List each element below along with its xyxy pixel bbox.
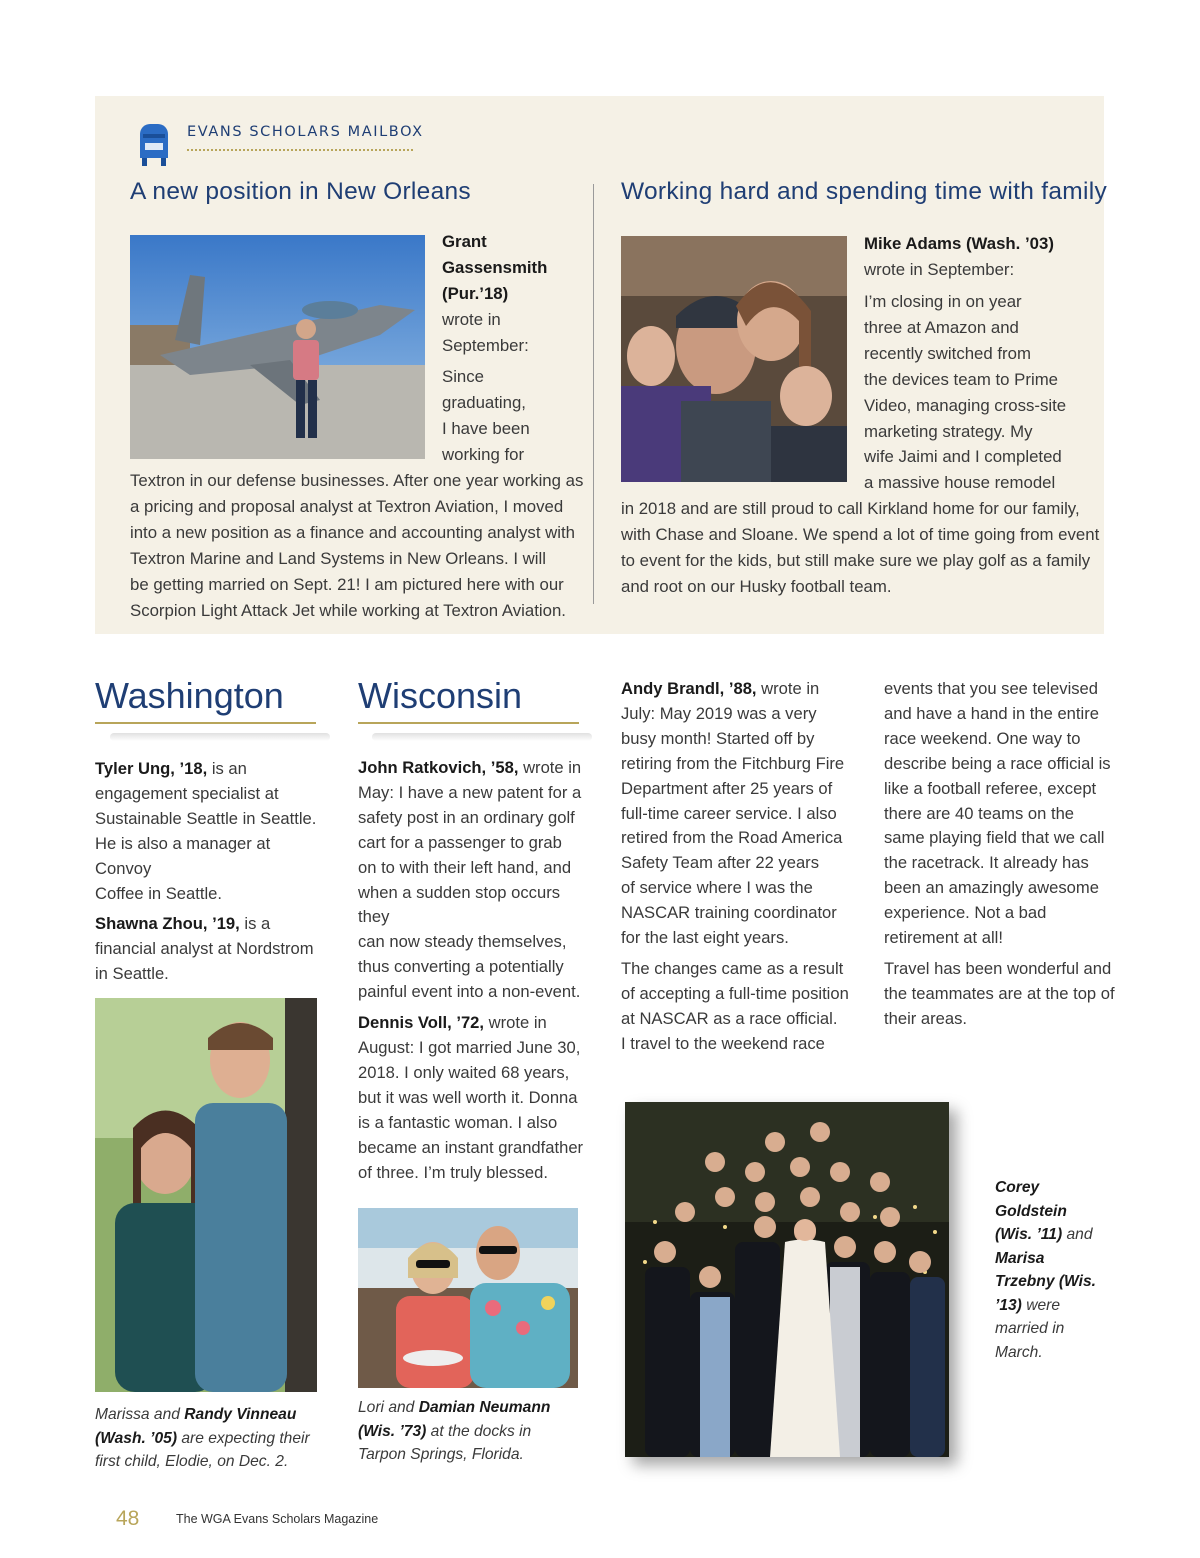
right-story-headline: Working hard and spending time with family: [621, 178, 1108, 205]
washington-entries: [95, 757, 330, 987]
brandl-line: of service where I was the: [621, 878, 813, 898]
brandl-line: Safety Team after 22 years: [621, 853, 819, 873]
mike-body-line: a massive house remodel: [864, 473, 1056, 493]
entry-name: Dennis Voll, ’72,: [358, 1013, 485, 1033]
entry-line: is a: [239, 914, 271, 934]
caption-pre: Marissa and: [95, 1406, 185, 1423]
entry-line: August: I got married June 30,: [358, 1037, 581, 1057]
entry-line: but it was well worth it. Donna: [358, 1087, 578, 1107]
entry-line: financial analyst at Nordstrom: [95, 939, 314, 959]
grant-body-line: graduating,: [442, 392, 526, 412]
brandl-line: full-time career service. I also: [621, 803, 837, 823]
mike-body-line: I’m closing in on year: [864, 292, 1022, 311]
jet-photo: [130, 235, 425, 459]
wedding-caption: [995, 1176, 1105, 1364]
column-divider: [593, 184, 594, 604]
brandl-line: busy month! Started off by: [621, 728, 815, 748]
wisconsin-entry: [358, 756, 593, 1005]
brandl-name: Andy Brandl, ’88,: [621, 679, 757, 698]
grant-name-line-2: Gassensmith: [442, 257, 548, 277]
grant-body-line: working for: [442, 444, 525, 464]
entry-line: in Seattle.: [95, 964, 169, 984]
entry-line: cart for a passenger to grab: [358, 832, 562, 852]
mike-body-line: and root on our Husky football team.: [621, 576, 892, 596]
couple-photo-washington: [95, 998, 317, 1392]
mailbox-title: EVANS SCHOLARS MAILBOX: [187, 124, 424, 140]
couple-photo-wisconsin: [358, 1208, 578, 1388]
mike-body-narrow: [864, 289, 1099, 496]
mike-body-line: wife Jaimi and I completed: [864, 447, 1062, 467]
entry-line: thus converting a potentially: [358, 957, 564, 977]
grant-wrote-line-1: wrote in: [442, 309, 501, 329]
grant-body-line: Textron Marine and Land Systems in New Orleans. I will: [130, 548, 546, 568]
washington-entry: [95, 757, 330, 906]
entry-line: 2018. I only waited 68 years,: [358, 1062, 570, 1082]
grant-body-line: a pricing and proposal analyst at Textron Aviation, I moved: [130, 496, 564, 516]
mike-body-line: with Chase and Sloane. We spend a lot of time going from event: [621, 524, 1100, 544]
grant-name-line-3: (Pur.’18): [442, 283, 509, 303]
mailbox-dotted-rule: [187, 149, 413, 151]
entry-line: is an: [207, 759, 247, 778]
entry-line: is a fantastic woman. I also: [358, 1112, 558, 1132]
brandl-line: for the last eight years.: [621, 928, 789, 948]
entry-line: May: I have a new patent for a: [358, 782, 582, 802]
brandl-line: Department after 25 years of: [621, 778, 833, 798]
brandl-line: retiring from the Fitchburg Fire: [621, 753, 845, 773]
grant-body-line: be getting married on Sept. 21! I am pictured here with our: [130, 574, 564, 594]
wisconsin-entry: [358, 1011, 593, 1185]
brandl-line: retirement at all!: [884, 928, 1003, 948]
entry-line: became an instant grandfather: [358, 1137, 584, 1157]
entry-line: He is also a manager at Convoy: [95, 833, 271, 878]
brandl-column-1: [621, 677, 861, 1057]
grant-body-line: Scorpion Light Attack Jet while working at Textron Aviation.: [130, 600, 566, 620]
grant-body-wide: [130, 468, 585, 623]
brandl-line: NASCAR training coordinator: [621, 903, 837, 923]
mike-body-line: Video, managing cross-site: [864, 395, 1067, 415]
caption-bold: Randy Vinneau (Wash. ’05): [95, 1406, 297, 1447]
washington-heading: Washington: [95, 675, 284, 716]
caption-bold: Damian Neumann (Wis. ’73): [358, 1399, 551, 1440]
mike-body-line: to event for the kids, but still make sure we play golf as a family: [621, 550, 1091, 570]
brandl-paragraph: [884, 677, 1124, 951]
grant-name-line-1: Grant: [442, 232, 487, 251]
mike-header: [864, 231, 1094, 283]
mike-body-line: recently switched from: [864, 343, 1031, 363]
brandl-line: July: May 2019 was a very: [621, 703, 817, 723]
brandl-paragraph: [884, 957, 1124, 1032]
brandl-line: of accepting a full-time position: [621, 983, 849, 1003]
brandl-line: events that you see televised: [884, 679, 1099, 698]
entry-line: of three. I’m truly blessed.: [358, 1162, 548, 1182]
grant-body-line: into a new position as a finance and accounting analyst with: [130, 522, 575, 542]
caption-name-2: Marisa Trzebny (Wis. ’13): [995, 1249, 1096, 1314]
grant-wrote-line-2: September:: [442, 335, 529, 355]
entry-name: Shawna Zhou, ’19,: [95, 914, 240, 934]
entry-line: can now steady themselves,: [358, 932, 567, 952]
magazine-title: The WGA Evans Scholars Magazine: [176, 1512, 379, 1526]
wisconsin-heading: Wisconsin: [358, 675, 523, 716]
caption-mid: and: [1062, 1226, 1093, 1243]
mike-name: Mike Adams (Wash. ’03): [864, 234, 1054, 253]
caption-pre: Lori and: [358, 1399, 419, 1416]
grant-body-narrow: [442, 364, 592, 468]
wisconsin-caption: [358, 1396, 583, 1467]
entry-line: Coffee in Seattle.: [95, 883, 222, 903]
brandl-line: The changes came as a result: [621, 958, 844, 978]
wisconsin-shadow: [372, 733, 592, 741]
mailbox-icon: [136, 120, 176, 168]
wedding-photo: [625, 1102, 949, 1457]
entry-name: Tyler Ung, ’18,: [95, 759, 208, 778]
brandl-line: experience. Not a bad: [884, 903, 1047, 923]
brandl-line: race weekend. One way to: [884, 728, 1081, 748]
mike-body-line: in 2018 and are still proud to call Kirkland home for our family,: [621, 499, 1080, 518]
entry-name: John Ratkovich, ’58,: [358, 758, 519, 777]
caption-post: were married in March.: [995, 1296, 1065, 1361]
brandl-line: describe being a race official is: [884, 753, 1111, 773]
mike-body-line: three at Amazon and: [864, 317, 1019, 337]
family-photo: [621, 236, 847, 482]
washington-entry: [95, 912, 330, 987]
wedding-photo-frame: [625, 1102, 949, 1457]
brandl-line: wrote in: [756, 679, 820, 698]
grant-name-block: [442, 229, 592, 359]
entry-line: wrote in: [484, 1013, 547, 1033]
brandl-line: been an amazingly awesome: [884, 878, 1099, 898]
page-number: 48: [116, 1507, 140, 1530]
mike-body-line: marketing strategy. My: [864, 421, 1033, 441]
brandl-line: I travel to the weekend race: [621, 1033, 825, 1053]
brandl-line: Travel has been wonderful and: [884, 958, 1112, 978]
brandl-paragraph: [621, 957, 861, 1057]
caption-post: are expecting their first child, Elodie, on Dec. 2.: [95, 1429, 310, 1470]
brandl-line: at NASCAR as a race official.: [621, 1008, 838, 1028]
washington-caption: [95, 1403, 320, 1474]
entry-line: engagement specialist at: [95, 783, 279, 803]
brandl-line: their areas.: [884, 1008, 968, 1028]
brandl-line: like a football referee, except: [884, 778, 1097, 798]
washington-rule: [95, 722, 316, 724]
wisconsin-entries: [358, 756, 593, 1185]
entry-line: safety post in an ordinary golf: [358, 807, 575, 827]
mike-wrote: wrote in September:: [864, 259, 1015, 279]
caption-name-1: Corey Goldstein (Wis. ’11): [995, 1179, 1067, 1243]
brandl-paragraph: [621, 677, 861, 951]
mike-body-line: the devices team to Prime: [864, 369, 1059, 389]
brandl-line: retired from the Road America: [621, 828, 843, 848]
grant-body-line: Since: [442, 367, 484, 386]
brandl-line: same playing field that we call: [884, 828, 1105, 848]
brandl-line: and have a hand in the entire: [884, 703, 1099, 723]
grant-body-line: I have been: [442, 418, 530, 438]
brandl-line: the teammates are at the top of: [884, 983, 1115, 1003]
entry-line: on to with their left hand, and: [358, 857, 572, 877]
entry-line: wrote in: [518, 758, 582, 777]
wisconsin-rule: [358, 722, 579, 724]
washington-shadow: [110, 733, 330, 741]
entry-line: Sustainable Seattle in Seattle.: [95, 808, 317, 828]
brandl-column-2: [884, 677, 1124, 1032]
caption-post: at the docks in Tarpon Springs, Florida.: [358, 1422, 532, 1463]
brandl-line: there are 40 teams on the: [884, 803, 1075, 823]
brandl-line: the racetrack. It already has: [884, 853, 1089, 873]
mike-body-wide: [621, 496, 1101, 600]
entry-line: painful event into a non-event.: [358, 982, 581, 1002]
grant-body-line: Textron in our defense businesses. After one year working as: [130, 471, 584, 490]
entry-line: when a sudden stop occurs they: [358, 882, 561, 927]
left-story-headline: A new position in New Orleans: [130, 178, 471, 205]
